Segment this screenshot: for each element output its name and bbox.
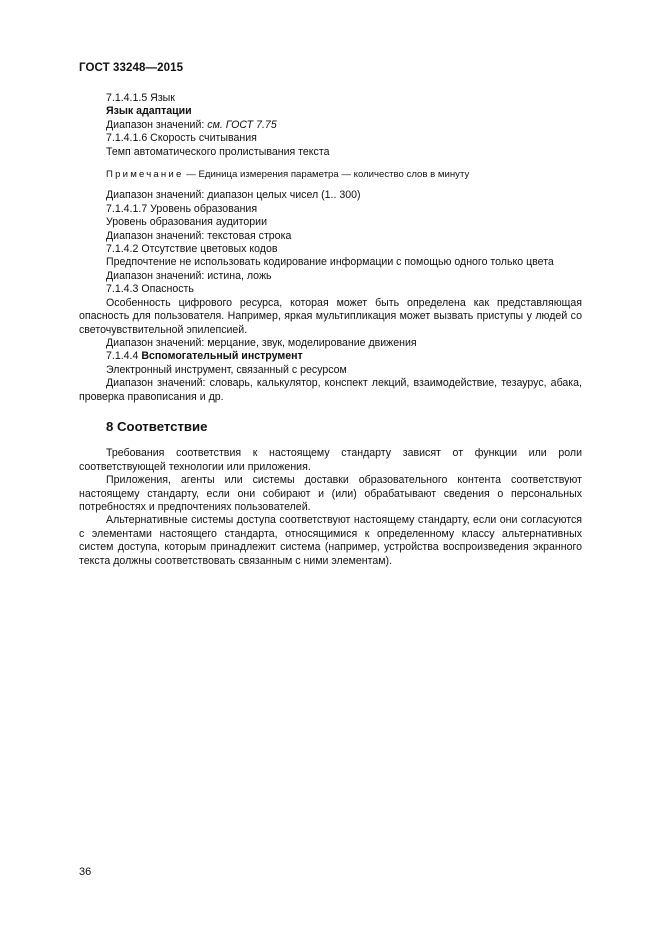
color-codes-description: Предпочтение не использовать кодирование информации с помощью одного только цвета <box>106 256 554 269</box>
clause-number: 7.1.4.4 <box>106 350 142 363</box>
section8-paragraph-1: Требования соответствия к настоящему стандарту зависят от функции или роли соответствующей технологии или приложения. <box>79 447 582 473</box>
section8-paragraph-3: Альтернативные системы доступа соответствуют настоящему стандарту, если они согласуются с элементами настоящего стандарта, относящимися к определенному классу альтернативных систем доступа, которым принадлежит система (например, устройства воспроизведения экранного текста должны соответствовать связанным с ними элементам). <box>79 514 582 567</box>
value-range-hazard: Диапазон значений: мерцание, звук, моделирование движения <box>106 336 417 349</box>
value-range-reading-speed: Диапазон значений: диапазон целых чисел (1.. 300) <box>106 189 361 202</box>
clause-title-language: Язык адаптации <box>106 105 192 118</box>
value-range-assistive-tool: Диапазон значений: словарь, калькулятор, конспект лекций, взаимодействие, тезаурус, абака, проверка правописания и др. <box>79 377 582 403</box>
document-header-code: ГОСТ 33248—2015 <box>79 62 184 74</box>
clause-7-1-4-2: 7.1.4.2 Отсутствие цветовых кодов <box>106 243 278 256</box>
hazard-description: Особенность цифрового ресурса, которая может быть определена как представляющая опасность для пользователя. Например, яркая мультипликация может вызвать приступы у людей со светочувствительной эпилепсией. <box>79 296 582 336</box>
clause-7-1-4-1-5: 7.1.4.1.5 Язык <box>106 92 175 104</box>
note-label: Примечание <box>106 169 184 181</box>
value-range-education: Диапазон значений: текстовая строка <box>106 229 292 242</box>
note <box>79 168 582 181</box>
clause-7-1-4-1-6: 7.1.4.1.6 Скорость считывания <box>106 132 257 145</box>
reading-speed-description: Темп автоматического пролистывания текста <box>106 145 330 158</box>
assistive-tool-description: Электронный инструмент, связанный с ресурсом <box>106 363 347 376</box>
section8-paragraph-2: Приложения, агенты или системы доставки образовательного контента соответствуют настоящему стандарту, если они собирают и (или) обрабатывают сведения о персональных потребностях и предпочтениях пользователей. <box>79 474 582 513</box>
note-text: — Единица измерения параметра — количество слов в минуту <box>183 169 470 181</box>
clause-7-1-4-1-7: 7.1.4.1.7 Уровень образования <box>106 202 258 215</box>
clause-7-1-4-3: 7.1.4.3 Опасность <box>106 283 194 296</box>
value-range-label: Диапазон значений: <box>106 118 208 131</box>
clause-title-assistive-tool: Вспомогательный инструмент <box>141 350 303 363</box>
standard-reference: см. ГОСТ 7.75 <box>207 118 277 131</box>
value-range-language <box>79 119 582 132</box>
clause-7-1-4-4 <box>79 350 582 363</box>
document-body <box>79 92 582 568</box>
page-number: 36 <box>79 866 92 878</box>
education-level-description: Уровень образования аудитории <box>106 216 268 229</box>
section-heading: 8 Соответствие <box>106 418 208 434</box>
value-range-color-codes: Диапазон значений: истина, ложь <box>106 269 272 282</box>
